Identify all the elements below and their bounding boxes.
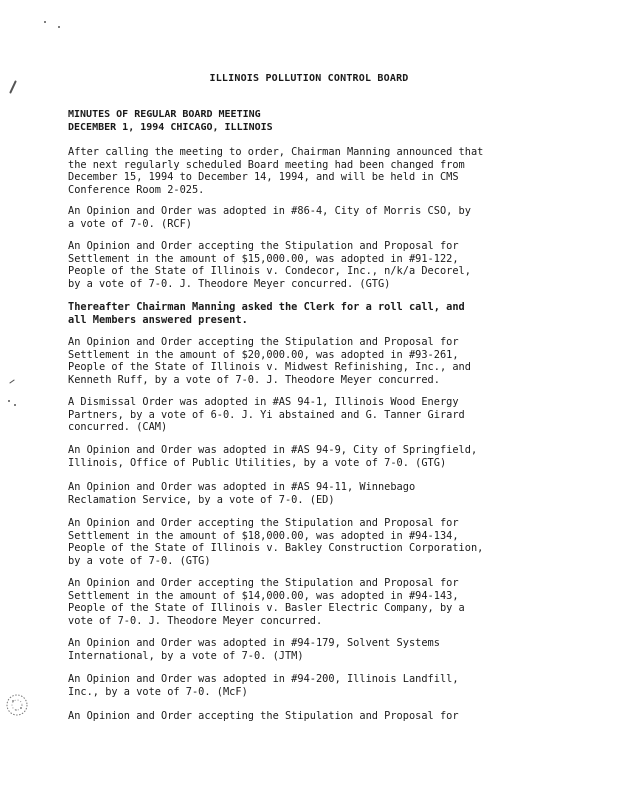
paragraph-item: An Opinion and Order was adopted in #94-179, Solvent Systems International, by a vote of 7-0. (JTM) [68, 637, 440, 662]
paragraph-item: An Opinion and Order was adopted in #AS 94-9, City of Springfield, Illinois, Office of Public Utilities, by a vote of 7-0. (GTG) [68, 444, 478, 469]
paragraph-item: An Opinion and Order was adopted in #86-4, City of Morris CSO, by a vote of 7-0. (RCF) [68, 205, 471, 230]
paragraph-item: An Opinion and Order accepting the Stipulation and Proposal for Settlement in the amount of $15,000.00, was adopted in #91-122, People of the State of Illinois v. Condecor, Inc., n/k/a Decorel, by a vote of 7-0. J. Theodore Meyer concurred. (GTG) [68, 240, 471, 290]
paragraph-item: A Dismissal Order was adopted in #AS 94-1, Illinois Wood Energy Partners, by a vote of 6-0. J. Yi abstained and G. Tanner Girard concurred. (CAM) [68, 396, 465, 434]
paragraph-item: An Opinion and Order was adopted in #94-200, Illinois Landfill, Inc., by a vote of 7-0. (McF) [68, 673, 459, 698]
paragraph-item-partial: An Opinion and Order accepting the Stipulation and Proposal for [68, 710, 459, 722]
scan-speck [9, 379, 14, 383]
paragraph-item: An Opinion and Order accepting the Stipulation and Proposal for Settlement in the amount of $14,000.00, was adopted in #94-143, People of the State of Illinois v. Basler Electric Company, by a vote of 7-0. J. Theodore Meyer concurred. [68, 577, 465, 627]
scan-speck [44, 21, 46, 23]
paragraph-roll-call: Thereafter Chairman Manning asked the Clerk for a roll call, and all Members answered present. [68, 301, 465, 326]
paragraph-meeting-announcement: After calling the meeting to order, Chairman Manning announced that the next regularly scheduled Board meeting had been changed from December 15, 1994 to December 14, 1994, and will be held in CMS Conference Room 2-025. [68, 146, 484, 196]
paragraph-item: An Opinion and Order accepting the Stipulation and Proposal for Settlement in the amount of $20,000.00, was adopted in #93-261, People of the State of Illinois v. Midwest Refinishing, Inc., and Kenneth Ruff, by a vote of 7-0. J. Theodore Meyer concurred. [68, 336, 471, 386]
meeting-date-heading: DECEMBER 1, 1994 CHICAGO, ILLINOIS [68, 122, 273, 133]
paragraph-item: An Opinion and Order was adopted in #AS 94-11, Winnebago Reclamation Service, by a vote of 7-0. (ED) [68, 481, 416, 506]
minutes-heading: MINUTES OF REGULAR BOARD MEETING [68, 109, 261, 120]
document-title: ILLINOIS POLLUTION CONTROL BOARD [209, 73, 409, 84]
paragraph-item: An Opinion and Order accepting the Stipulation and Proposal for Settlement in the amount of $18,000.00, was adopted in #94-134, People of the State of Illinois v. Bakley Construction Corporation, by a vote of 7-0. (GTG) [68, 517, 484, 567]
seal-stamp-icon [4, 690, 30, 720]
scan-speck [8, 400, 10, 402]
scan-speck [58, 26, 60, 28]
scan-speck [14, 404, 16, 406]
